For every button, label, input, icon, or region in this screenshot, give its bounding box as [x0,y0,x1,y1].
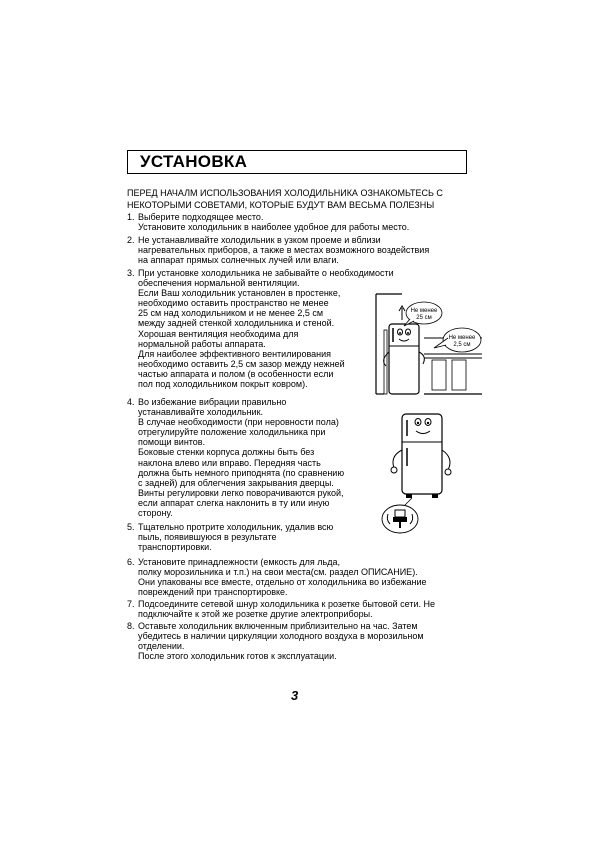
bubble-top-line1: Не менее [410,308,438,314]
list-item [127,621,424,661]
list-item-text: если аппарат слегка наклонить в ту или иную [138,497,330,508]
list-item-text: В случае необходимости (при неровности пола) [138,417,339,428]
list-item-text: с задней) для облегчения закрывания дверцы. [138,477,334,488]
list-item-text: Установите принадлежности (емкость для льда, [138,557,341,567]
list-item-number: 6. [127,557,135,567]
list-item-text: Они упакованы все вместе, отдельно от холодильника во избежание [138,577,427,588]
list-item-text: При установке холодильника не забывайте о необходимости [138,268,394,278]
list-item-number: 5. [127,522,135,532]
list-item-number: 3. [127,268,135,278]
list-item-text: Выберите подходящее место. [138,212,264,222]
list-item-text: Хорошая вентиляция необходима для [138,328,299,339]
list-item-text: должна быть немного приподнята (по сравнению [138,467,345,478]
list-item-number: 4. [127,397,135,407]
section-title: УСТАНОВКА [140,152,248,171]
list-item-text: пол под холодильником покрыт ковром). [138,379,308,390]
list-item-text: необходимо оставить 2,5 см зазор между нежней [138,358,345,369]
bubble-right-line1: Не менее [448,335,476,341]
list-item-text: транспортировки. [138,542,212,553]
intro-line: ПЕРЕД НАЧАЛМ ИСПОЛЬЗОВАНИЯ ХОЛОДИЛЬНИКА ОЗНАКОМЬТЕСЬ С [127,188,443,198]
bubble-right-line2: 2,5 см [453,342,471,348]
intro-text [127,187,472,211]
list-item-text: Установите холодильник в наиболее удобное для работы место. [138,222,410,233]
list-item-text: полку морозильника и т.п.) на свои места(см. раздел ОПИСАНИЕ). [138,567,418,578]
list-item-text: отрегулируйте положение холодильника при [138,427,326,438]
list-item-text: Подсоедините сетевой шнур холодильника к розетке бытовой сети. Не [138,599,435,609]
list-item-text: отделении. [138,641,185,652]
list-item-text: наклона влево или вправо. Передняя часть [138,457,321,468]
list-item-text: Для наиболее эффективного вентилирования [138,348,332,359]
list-item-text: 25 см над холодильником и не менее 2,5 см [138,308,324,319]
list-item-text: пыль, появившуюся в результате [138,532,277,543]
list-item [127,212,409,232]
list-item-text: нормальной работы аппарата. [138,338,266,349]
list-item-text: устанавливайте холодильник. [138,407,264,418]
list-item-text: на аппарат прямых солнечных лучей или влаги. [138,255,339,266]
list-item-text: Во избежание вибрации правильно [138,397,287,407]
list-item [127,599,435,619]
section-title-box [127,150,467,174]
list-item-text: Боковые стенки корпуса должны быть без [138,447,315,458]
list-item-text: сторону. [138,508,173,519]
list-item-text: необходимо оставить пространство не менее [138,298,329,309]
ventilation-illustration [372,290,484,402]
list-item [127,268,394,389]
list-item [127,397,344,518]
list-item-number: 2. [127,235,135,245]
list-item-text: Тщательно протрите холодильник, удалив всю [138,522,334,532]
list-item-text: Не устанавливайте холодильник в узком проеме и вблизи [138,235,381,245]
list-item-text: подключайте к этой же розетке другие электроприборы. [138,609,373,620]
list-item-text: частью аппарата и полом (в особенности если [138,368,334,379]
list-item-text: обеспечения нормальной вентиляции. [138,278,300,289]
page-number: 3 [291,688,299,703]
list-item-text: помощи винтов. [138,437,206,448]
list-item-text: Винты регулировки легко поворачиваются рукой, [138,487,344,498]
list-item-text: повреждений при транспортировке. [138,587,288,598]
list-item-text: между задней стенкой холодильника и стеной. [138,318,335,329]
list-item [127,557,427,597]
list-item-number: 8. [127,621,135,631]
list-item-text: Оставьте холодильник включенным приблизительно на час. Затем [138,621,418,631]
list-item-text: После этого холодильник готов к эксплуатации. [138,651,337,662]
list-item-number: 7. [127,599,135,609]
list-item-text: нагревательных приборов, а также в местах возможного воздействия [138,245,430,256]
leveling-screw-illustration [378,406,468,536]
bubble-top-line2: 25 см [416,315,432,321]
list-item-number: 1. [127,212,135,222]
list-item [127,235,429,265]
intro-line: НЕКОТОРЫМИ СОВЕТАМИ, КОТОРЫЕ БУДУТ ВАМ ВЕСЬМА ПОЛЕЗНЫ [127,200,435,210]
list-item-text: Если Ваш холодильник установлен в простенке, [138,288,341,299]
list-item-text: убедитесь в наличии циркуляции холодного воздуха в морозильном [138,631,424,642]
list-item [127,522,333,552]
